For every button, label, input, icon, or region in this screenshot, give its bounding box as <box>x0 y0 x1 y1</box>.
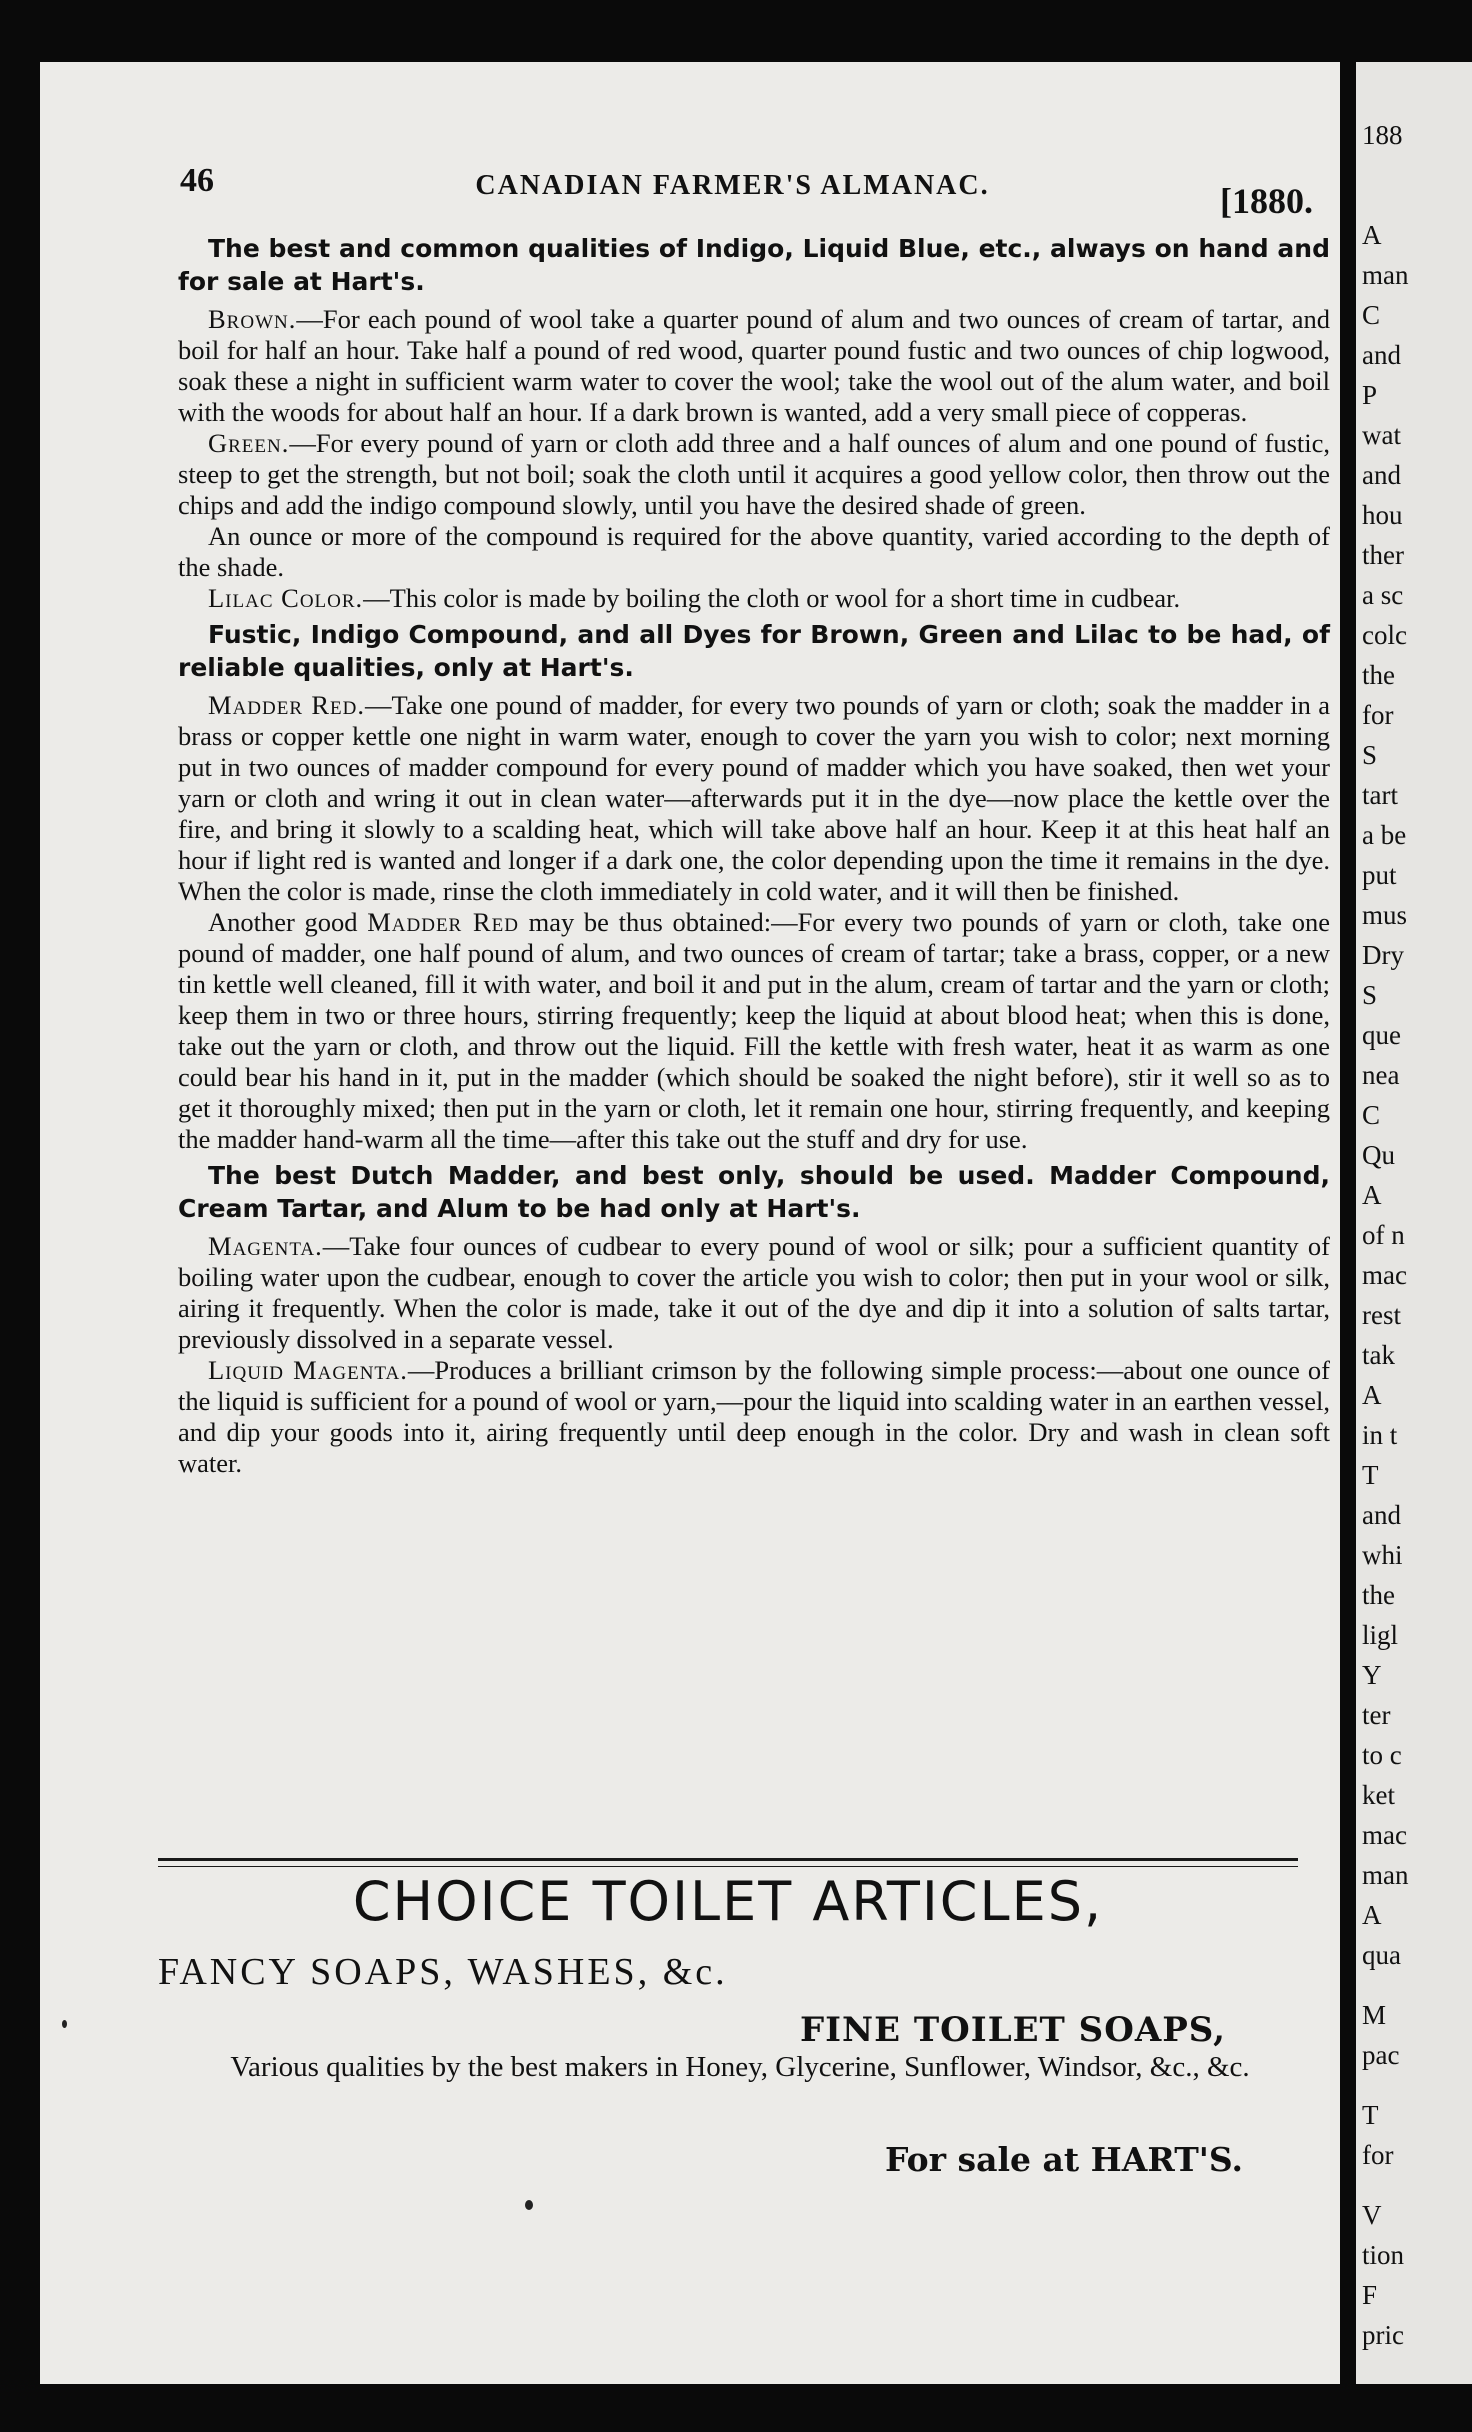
adjacent-page-fragment: S <box>1362 740 1378 770</box>
adjacent-page-fragment: colc <box>1362 620 1407 650</box>
advert-for-sale: For sale at HART'S. <box>885 2140 1244 2179</box>
book-gutter <box>1340 62 1356 2384</box>
recipe-paragraph <box>178 521 1330 583</box>
adjacent-page-fragment: C <box>1362 300 1381 330</box>
adjacent-page-fragment: A <box>1362 1380 1382 1410</box>
adjacent-page-fragment: ligl <box>1362 1620 1399 1650</box>
paragraph-intro: Another good <box>208 907 368 937</box>
adjacent-page-fragment: and <box>1362 340 1401 370</box>
recipe-paragraph <box>178 583 1330 614</box>
recipe-paragraph <box>178 1355 1330 1479</box>
adjacent-page-fragment: man <box>1362 1860 1409 1890</box>
adjacent-page-fragment: hou <box>1362 500 1403 530</box>
recipe-heading: Green. <box>208 428 290 458</box>
adjacent-page-fragment: Qu <box>1362 1140 1395 1170</box>
advert-notice <box>178 232 1330 298</box>
recipe-heading: Madder Red. <box>208 690 366 720</box>
adjacent-page-fragment: T <box>1362 2100 1379 2130</box>
adjacent-page-fragment: put <box>1362 860 1397 890</box>
recipe-text: —For each pound of wool take a quarter pound of alum and two ounces of cream of tartar, and boil for half an hour. Take half a pound of red wood, quarter pound fustic and two ounces of chip logwood, soak these a night in sufficient warm water to cover the wool; take the wool out of the alum water, and boil with the woods for about half an hour. If a dark brown is wanted, add a very small piece of copperas. <box>178 304 1330 427</box>
adjacent-page-fragment: 188 <box>1362 120 1403 150</box>
adjacent-page-fragment: in t <box>1362 1420 1398 1450</box>
recipe-heading: Lilac Color. <box>208 583 364 613</box>
adjacent-page-fragment: the <box>1362 1580 1395 1610</box>
adjacent-page-fragment: A <box>1362 1900 1382 1930</box>
recipe-heading: Liquid Magenta. <box>208 1355 408 1385</box>
adjacent-page-fragment: que <box>1362 1020 1401 1050</box>
adjacent-page-fragment: pric <box>1362 2320 1404 2350</box>
adjacent-page-fragment: F <box>1362 2280 1378 2310</box>
adjacent-page-fragment: for <box>1362 2140 1394 2170</box>
adjacent-page-fragment: tion <box>1362 2240 1405 2270</box>
advert-notice-text: The best Dutch Madder, and best only, should be used. Madder Compound, Cream Tartar, and Alum to be had only at Hart's. <box>178 1161 1330 1223</box>
adjacent-page-edge <box>1356 62 1472 2384</box>
adjacent-page-fragment: ther <box>1362 540 1404 570</box>
advert-notice-text: Fustic, Indigo Compound, and all Dyes for Brown, Green and Lilac to be had, of reliable qualities, only at Hart's. <box>178 620 1330 682</box>
article-body <box>178 228 1330 1479</box>
adjacent-page-fragment: and <box>1362 1500 1401 1530</box>
adjacent-page-fragment: V <box>1362 2200 1382 2230</box>
adjacent-page-fragment: T <box>1362 1460 1379 1490</box>
running-header <box>140 150 1325 220</box>
advert-description: Various qualities by the best makers in Honey, Glycerine, Sunflower, Windsor, &c., &c. <box>230 2051 1250 2083</box>
page-number: 46 <box>180 162 214 199</box>
recipe-text: —Produces a brilliant crimson by the following simple process:—about one ounce of the liquid is sufficient for a pound of wool or yarn,—pour the liquid into scalding water in an earthen vessel, and dip your goods into it, airing frequently until deep enough in the color. Dry and wash in clean soft water. <box>178 1355 1330 1478</box>
section-rule-thin <box>158 1866 1298 1867</box>
adjacent-page-fragment: for <box>1362 700 1394 730</box>
adjacent-page-fragment: A <box>1362 220 1382 250</box>
recipe-paragraph <box>178 428 1330 521</box>
recipe-paragraph <box>178 1231 1330 1355</box>
adjacent-page-fragment: of n <box>1362 1220 1405 1250</box>
adjacent-page-fragment: nea <box>1362 1060 1400 1090</box>
adjacent-page-fragment: tart <box>1362 780 1398 810</box>
ink-speck <box>525 2200 533 2210</box>
adjacent-page-fragment: C <box>1362 1100 1381 1130</box>
recipe-paragraph <box>178 907 1330 1155</box>
recipe-text: —Take four ounces of cudbear to every pound of wool or silk; pour a sufficient quantity of boiling water upon the cudbear, enough to cover the article you wish to color; then put in your wool or silk, airing it frequently. When the color is made, take it out of the dye and dip it into a solution of salts tartar, previously dissolved in a separate vessel. <box>178 1231 1330 1354</box>
adjacent-page-fragment: wat <box>1362 420 1401 450</box>
adjacent-page-fragment: M <box>1362 2000 1387 2030</box>
recipe-heading: Brown. <box>208 304 297 334</box>
adjacent-page-fragment: pac <box>1362 2040 1400 2070</box>
adjacent-page-fragment: mac <box>1362 1260 1407 1290</box>
advert-fine-soaps: FINE TOILET SOAPS, <box>800 2010 1226 2050</box>
advert-heading: CHOICE TOILET ARTICLES, <box>352 1870 1104 1933</box>
recipe-text: —This color is made by boiling the cloth or wool for a short time in cudbear. <box>363 583 1181 613</box>
recipe-heading: Madder Red <box>367 907 519 937</box>
adjacent-page-fragment: whi <box>1362 1540 1403 1570</box>
running-year: [1880. <box>1220 181 1313 221</box>
adjacent-page-fragment: mus <box>1362 900 1408 930</box>
adjacent-page-fragment: ket <box>1362 1780 1395 1810</box>
adjacent-page-fragment: the <box>1362 660 1395 690</box>
recipe-text: —Take one pound of madder, for every two pounds of yarn or cloth; soak the madder in a brass or copper kettle one night in warm water, enough to cover the yarn you wish to color; next morning put in two ounces of madder compound for every pound of madder which you have soaked, then wet your yarn or cloth and wring it out in clean water—afterwards put it in the dye—now place the kettle over the fire, and bring it slowly to a scalding heat, which will take above half an hour. Keep it at this heat half an hour if light red is wanted and longer if a dark one, the color depending upon the time it remains in the dye. When the color is made, rinse the cloth immediately in cold water, and it will then be finished. <box>178 690 1331 906</box>
adjacent-page-fragment: mac <box>1362 1820 1407 1850</box>
advert-notice <box>178 618 1330 684</box>
recipe-paragraph <box>178 690 1330 907</box>
recipe-text: may be thus obtained:—For every two pounds of yarn or cloth, take one pound of madder, one half pound of alum, and two ounces of cream of tartar; take a brass, copper, or a new tin kettle well cleaned, fill it with water, and boil it and put in the alum, cream of tartar and the yarn or cloth; keep them in two or three hours, stirring frequently; keep the liquid at about blood heat; when this is done, take out the yarn or cloth, and throw out the liquid. Fill the kettle with fresh water, heat it as warm as one could bear his hand in it, put in the madder (which should be soaked the night before), stir it well so as to get it thoroughly mixed; then put in the yarn or cloth, let it remain one hour, stirring frequently, and keeping the madder hand-warm all the time—after this take out the stuff and dry for use. <box>178 907 1330 1154</box>
adjacent-page-fragment: tak <box>1362 1340 1395 1370</box>
adjacent-page-fragment: and <box>1362 460 1401 490</box>
adjacent-page-fragment: Y <box>1362 1660 1382 1690</box>
recipe-paragraph <box>178 304 1330 428</box>
recipe-heading: Magenta. <box>208 1231 323 1261</box>
advert-notice-text: The best and common qualities of Indigo, Liquid Blue, etc., always on hand and for sale at Hart's. <box>178 234 1330 296</box>
adjacent-page-fragment: A <box>1362 1180 1382 1210</box>
adjacent-page-fragment: ter <box>1362 1700 1391 1730</box>
adjacent-page-fragment: rest <box>1362 1300 1401 1330</box>
running-title: CANADIAN FARMER'S ALMANAC. <box>475 170 990 201</box>
adjacent-page-fragment: S <box>1362 980 1378 1010</box>
adjacent-page-fragment: to c <box>1362 1740 1402 1770</box>
adjacent-page-fragment: man <box>1362 260 1409 290</box>
recipe-text: —For every pound of yarn or cloth add three and a half ounces of alum and one pound of fustic, steep to get the strength, but not boil; soak the cloth until it acquires a good yellow color, then throw out the chips and add the indigo compound slowly, until you have the desired shade of green. <box>178 428 1330 520</box>
adjacent-page-fragment: a be <box>1362 820 1407 850</box>
advert-subheading: FANCY SOAPS, WASHES, &c. <box>158 1951 728 1993</box>
recipe-text: An ounce or more of the compound is required for the above quantity, varied according to the depth of the shade. <box>178 521 1330 582</box>
adjacent-page-fragment: a sc <box>1362 580 1404 610</box>
ink-speck <box>62 2020 67 2028</box>
adjacent-page-fragment: qua <box>1362 1940 1401 1970</box>
advert-notice <box>178 1159 1330 1225</box>
section-rule <box>158 1858 1298 1861</box>
adjacent-page-fragment: Dry <box>1362 940 1404 970</box>
adjacent-page-fragment: P <box>1362 380 1378 410</box>
